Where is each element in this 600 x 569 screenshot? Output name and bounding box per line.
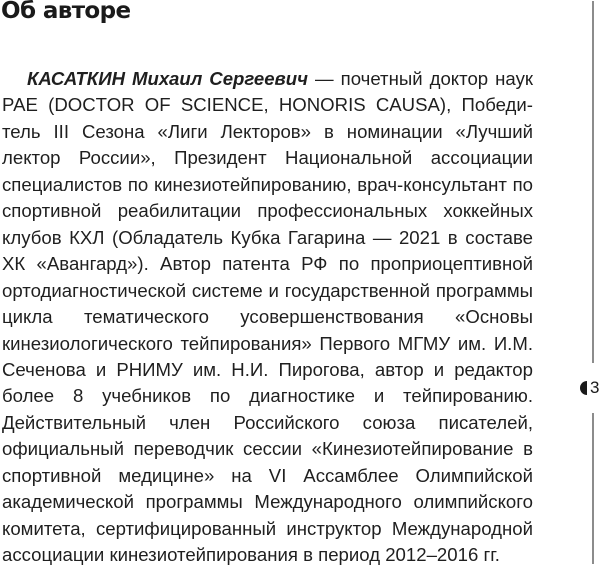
- margin-rule-top: [592, 1, 594, 363]
- half-circle-icon: [580, 381, 587, 395]
- page-marker: [580, 378, 599, 398]
- page-number: 3: [590, 378, 600, 397]
- margin-rule-bottom: [592, 413, 594, 564]
- author-bio: [2, 66, 533, 569]
- page-title: Об авторе: [1, 0, 131, 24]
- author-name: КАСАТКИН Михаил Сергеевич: [27, 68, 308, 89]
- author-bio-text: — почетный доктор наук РАЕ (DOCTOR OF SCIENCE, HONORIS CAUSA), Победитель III Сезона «Лиги Лекторов» в номинации «Лучший лектор России», Президент Национальной ассоциации специалистов по кинезиотейпированию, врач-консультант по спортивной реабилитации профессиональных хоккейных клубов КХЛ (Обладатель Кубка Гагарина — 2021 в составе ХК «Авангард»). Автор патента РФ по проприоцептивной ортодиагностической системе и государственной программы цикла тематического усовершенствования «Основы кинезиологического тейпирования» Первого МГМУ им. И.М. Сеченова и РНИМУ им. Н.И. Пирогова, автор и редактор более 8 учебников по диагностике и тейпированию. Действительный член Российского союза писателей, официальный переводчик сессии «Кинезиотейпирование в спортивной медицине» на VI Ассамблее Олимпийской академической программы Международного олимпийского комитета, сертифицированный инструктор Международной ассоциации кинезиотейпирования в период 2012–2016 гг.: [2, 68, 533, 566]
